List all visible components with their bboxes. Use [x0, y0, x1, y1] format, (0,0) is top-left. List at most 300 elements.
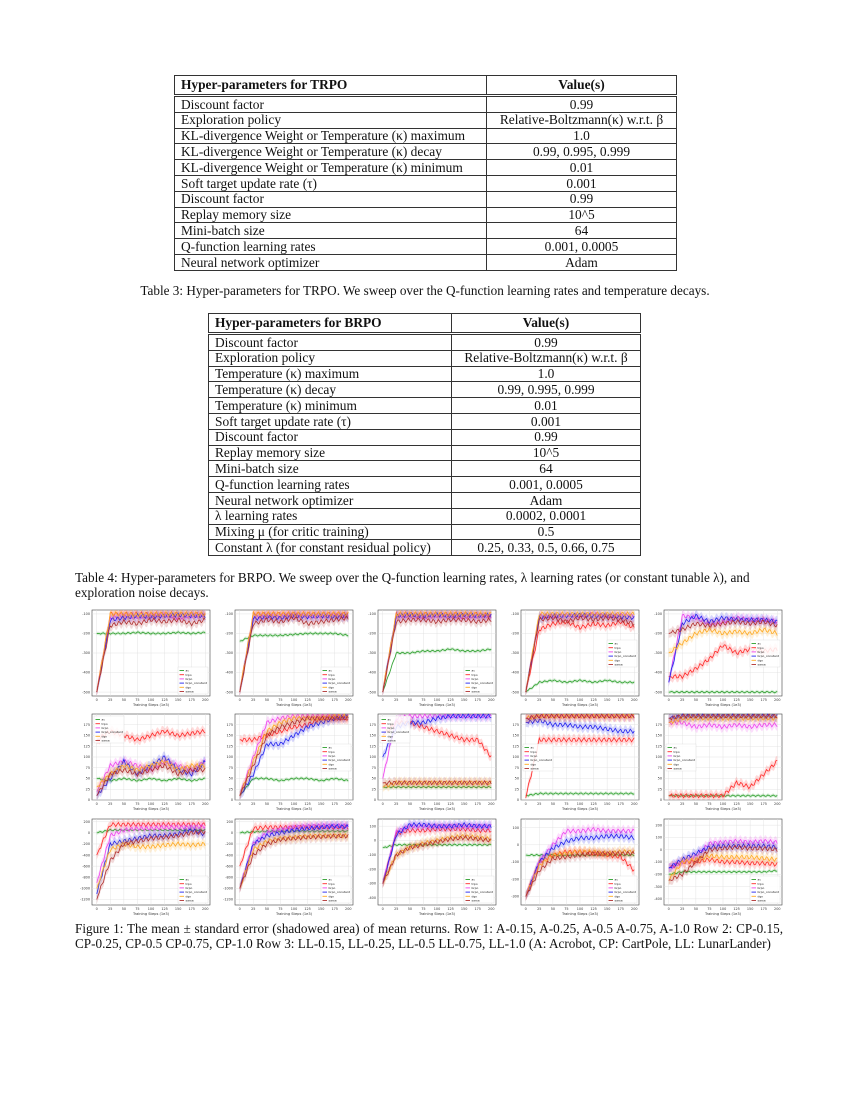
x-axis-label: Training Steps (1e3) — [132, 912, 170, 916]
x-tick-label: 50 — [121, 698, 127, 702]
legend — [321, 744, 351, 771]
x-tick-label: 150 — [603, 698, 611, 702]
chart-LL-0.75 — [499, 815, 644, 920]
y-tick-label: 0 — [373, 798, 376, 803]
legend-label: brpo — [328, 886, 336, 890]
y-tick-label: 0 — [230, 831, 233, 836]
y-tick-label: -400 — [511, 670, 519, 675]
legend-label: sarsa — [530, 766, 539, 771]
legend-label: trpo — [328, 672, 335, 677]
x-tick-label: 75 — [421, 907, 426, 911]
param-value: 64 — [487, 223, 677, 239]
x-tick-label: 0 — [238, 907, 241, 911]
legend — [464, 667, 494, 694]
y-tick-label: 50 — [657, 776, 662, 781]
param-name: Q-function learning rates — [175, 239, 487, 255]
x-tick-label: 25 — [251, 907, 256, 911]
chart-A-0.5 — [356, 606, 501, 711]
legend-label: dqn — [471, 894, 478, 899]
legend-label: ac — [530, 745, 534, 750]
x-axis-label: Training Steps (1e3) — [418, 912, 456, 916]
y-tick-label: -500 — [82, 690, 90, 695]
param-name: Replay memory size — [175, 207, 487, 223]
y-tick-label: -200 — [82, 631, 90, 636]
legend-label: dqn — [530, 762, 537, 767]
y-tick-label: -200 — [654, 631, 662, 636]
y-tick-label: 100 — [83, 755, 90, 760]
param-name: Temperature (κ) maximum — [209, 366, 452, 382]
x-tick-label: 75 — [278, 802, 283, 806]
legend-label: ac — [328, 668, 332, 673]
x-tick-label: 25 — [537, 698, 542, 702]
y-tick-label: -1000 — [223, 886, 233, 891]
param-name: Mini-batch size — [175, 223, 487, 239]
param-value: 0.99 — [487, 191, 677, 207]
x-tick-label: 175 — [331, 802, 338, 806]
x-tick-label: 125 — [447, 907, 454, 911]
legend-label: brpo — [757, 886, 765, 890]
legend-label: trpo — [471, 672, 478, 677]
table-row — [209, 382, 641, 398]
x-tick-label: 200 — [631, 907, 638, 911]
table-header-param: Hyper-parameters for TRPO — [175, 76, 487, 96]
legend-label: brpo — [471, 677, 479, 681]
y-tick-label: -400 — [654, 897, 662, 902]
param-name: Exploration policy — [175, 112, 487, 128]
table-row — [209, 508, 641, 524]
param-name: Mini-batch size — [209, 461, 452, 477]
legend-label: sarsa — [328, 898, 337, 903]
y-tick-label: 175 — [512, 722, 519, 727]
x-tick-label: 75 — [707, 802, 712, 806]
legend-label: ac — [673, 745, 677, 750]
param-value: 0.5 — [452, 524, 641, 540]
param-name: Neural network optimizer — [175, 254, 487, 270]
x-tick-label: 50 — [693, 907, 699, 911]
param-name: Discount factor — [209, 429, 452, 445]
x-tick-label: 25 — [394, 802, 399, 806]
x-tick-label: 50 — [264, 907, 270, 911]
y-tick-label: 200 — [226, 819, 233, 824]
y-tick-label: -400 — [654, 670, 662, 675]
legend-label: dqn — [185, 894, 192, 899]
y-tick-label: -100 — [511, 860, 519, 865]
x-tick-label: 150 — [746, 698, 754, 702]
legend-label: brpo — [614, 886, 622, 890]
param-value: 0.0002, 0.0001 — [452, 508, 641, 524]
table-row — [175, 128, 677, 144]
x-tick-label: 100 — [433, 907, 441, 911]
x-tick-label: 25 — [108, 907, 113, 911]
x-tick-label: 75 — [135, 907, 140, 911]
x-tick-label: 25 — [680, 698, 685, 702]
x-axis-label: Training Steps (1e3) — [704, 703, 742, 707]
x-tick-label: 175 — [331, 907, 338, 911]
x-tick-label: 25 — [251, 698, 256, 702]
y-tick-label: -300 — [225, 651, 233, 656]
x-tick-label: 0 — [238, 698, 241, 702]
x-tick-label: 150 — [174, 802, 182, 806]
y-tick-label: 125 — [369, 744, 376, 749]
legend-label: dqn — [328, 894, 335, 899]
chart-CP-1.0 — [642, 710, 787, 815]
param-name: KL-divergence Weight or Temperature (κ) minimum — [175, 160, 487, 176]
param-name: Q-function learning rates — [209, 477, 452, 493]
legend-label: trpo — [387, 721, 394, 726]
legend-label: brpo — [328, 754, 336, 758]
y-tick-label: 100 — [369, 755, 376, 760]
x-tick-label: 25 — [108, 802, 113, 806]
legend-label: brpo_constant — [757, 890, 779, 895]
y-tick-label: -100 — [225, 612, 233, 617]
x-tick-label: 175 — [760, 802, 767, 806]
y-tick-label: -100 — [82, 612, 90, 617]
legend — [607, 876, 637, 903]
y-tick-label: 100 — [369, 824, 376, 829]
legend-label: dqn — [757, 894, 764, 899]
y-tick-label: 0 — [230, 798, 233, 803]
x-tick-label: 150 — [746, 907, 754, 911]
x-tick-label: 50 — [121, 907, 127, 911]
chart-svg — [70, 606, 215, 711]
legend-label: brpo_constant — [185, 681, 207, 686]
x-tick-label: 150 — [317, 802, 325, 806]
y-tick-label: -500 — [368, 690, 376, 695]
table-row — [175, 144, 677, 160]
x-tick-label: 0 — [667, 907, 670, 911]
y-tick-label: 75 — [514, 765, 519, 770]
y-tick-label: 25 — [371, 787, 376, 792]
x-tick-label: 50 — [264, 802, 270, 806]
legend-label: trpo — [328, 881, 335, 886]
y-tick-label: -200 — [511, 631, 519, 636]
chart-svg — [356, 710, 501, 815]
table-row — [175, 112, 677, 128]
legend-label: sarsa — [673, 766, 682, 771]
x-tick-label: 0 — [95, 907, 98, 911]
chart-svg — [213, 710, 358, 815]
y-tick-label: -400 — [225, 670, 233, 675]
x-tick-label: 100 — [719, 698, 727, 702]
legend-label: brpo_constant — [185, 890, 207, 895]
x-tick-label: 0 — [95, 802, 98, 806]
legend — [607, 640, 637, 667]
param-value: Adam — [452, 492, 641, 508]
param-name: Mixing μ (for critic training) — [209, 524, 452, 540]
param-name: KL-divergence Weight or Temperature (κ) maximum — [175, 128, 487, 144]
x-axis-label: Training Steps (1e3) — [418, 807, 456, 811]
x-axis-label: Training Steps (1e3) — [418, 703, 456, 707]
legend-label: ac — [185, 668, 189, 673]
y-tick-label: 25 — [657, 787, 662, 792]
x-tick-label: 125 — [304, 802, 311, 806]
x-tick-label: 175 — [474, 907, 481, 911]
legend-label: trpo — [328, 749, 335, 754]
x-tick-label: 200 — [202, 802, 209, 806]
legend-label: trpo — [471, 881, 478, 886]
x-tick-label: 0 — [381, 907, 384, 911]
y-tick-label: -1200 — [223, 897, 233, 902]
x-axis-label: Training Steps (1e3) — [275, 703, 313, 707]
legend-label: dqn — [614, 894, 621, 899]
legend-label: brpo_constant — [673, 758, 695, 763]
x-tick-label: 50 — [550, 907, 556, 911]
x-tick-label: 125 — [447, 802, 454, 806]
chart-svg — [642, 606, 787, 711]
x-tick-label: 175 — [474, 802, 481, 806]
table-3-caption: Table 3: Hyper-parameters for TRPO. We sweep over the Q-function learning rates and temperature decays. — [140, 283, 710, 298]
x-tick-label: 25 — [680, 907, 685, 911]
y-tick-label: 100 — [655, 835, 662, 840]
y-tick-label: -100 — [511, 612, 519, 617]
x-tick-label: 200 — [488, 698, 495, 702]
y-tick-label: 150 — [83, 733, 90, 738]
x-tick-label: 125 — [447, 698, 454, 702]
legend — [94, 716, 124, 743]
x-tick-label: 75 — [564, 802, 569, 806]
chart-A-0.15 — [70, 606, 215, 711]
legend-label: trpo — [185, 881, 192, 886]
y-tick-label: 0 — [516, 798, 519, 803]
chart-A-1.0 — [642, 606, 787, 711]
table-row — [175, 223, 677, 239]
legend — [523, 744, 553, 771]
legend-label: brpo_constant — [328, 890, 350, 895]
param-value: Relative-Boltzmann(κ) w.r.t. β — [452, 350, 641, 366]
y-tick-label: -600 — [82, 864, 90, 869]
table-row — [209, 445, 641, 461]
param-value: 0.001, 0.0005 — [452, 477, 641, 493]
param-name: λ learning rates — [209, 508, 452, 524]
legend-label: dqn — [328, 685, 335, 690]
chart-LL-1.0 — [642, 815, 787, 920]
y-tick-label: -400 — [368, 670, 376, 675]
x-tick-label: 200 — [631, 802, 638, 806]
x-tick-label: 100 — [290, 907, 298, 911]
table-row — [209, 366, 641, 382]
table-row — [175, 207, 677, 223]
y-tick-label: 150 — [655, 733, 662, 738]
x-tick-label: 50 — [407, 698, 413, 702]
legend — [321, 667, 351, 694]
param-name: Soft target update rate (τ) — [209, 413, 452, 429]
x-tick-label: 175 — [188, 698, 195, 702]
y-tick-label: 100 — [655, 755, 662, 760]
y-tick-label: -500 — [225, 690, 233, 695]
y-tick-label: 150 — [512, 733, 519, 738]
param-value: 0.99 — [487, 96, 677, 113]
legend-label: sarsa — [614, 898, 623, 903]
x-tick-label: 0 — [238, 802, 241, 806]
x-tick-label: 75 — [564, 698, 569, 702]
legend — [750, 640, 780, 667]
x-tick-label: 150 — [317, 698, 325, 702]
param-value: 0.01 — [452, 398, 641, 414]
table-row — [175, 254, 677, 270]
y-tick-label: 150 — [226, 733, 233, 738]
legend-label: trpo — [185, 672, 192, 677]
x-axis-label: Training Steps (1e3) — [704, 912, 742, 916]
chart-CP-0.75 — [499, 710, 644, 815]
x-tick-label: 50 — [693, 802, 699, 806]
y-tick-label: -300 — [82, 651, 90, 656]
x-tick-label: 100 — [147, 802, 155, 806]
param-name: Neural network optimizer — [209, 492, 452, 508]
table-header-param: Hyper-parameters for BRPO — [209, 314, 452, 334]
x-tick-label: 100 — [433, 698, 441, 702]
y-tick-label: -200 — [368, 631, 376, 636]
chart-CP-0.5 — [356, 710, 501, 815]
param-value: 0.99, 0.995, 0.999 — [487, 144, 677, 160]
x-tick-label: 0 — [95, 698, 98, 702]
y-tick-label: -800 — [225, 875, 233, 880]
x-tick-label: 125 — [161, 907, 168, 911]
x-tick-label: 0 — [524, 802, 527, 806]
y-tick-label: 200 — [83, 819, 90, 824]
y-tick-label: -200 — [82, 842, 90, 847]
y-tick-label: 125 — [83, 744, 90, 749]
legend-label: brpo_constant — [530, 758, 552, 763]
legend-label: trpo — [757, 645, 764, 650]
x-tick-label: 175 — [760, 907, 767, 911]
legend — [666, 744, 696, 771]
y-tick-label: 50 — [514, 776, 519, 781]
chart-svg — [356, 606, 501, 711]
table-row — [209, 524, 641, 540]
legend-label: ac — [614, 877, 618, 882]
legend-label: ac — [614, 641, 618, 646]
x-tick-label: 25 — [537, 907, 542, 911]
legend-label: brpo — [614, 650, 622, 654]
legend-label: ac — [328, 745, 332, 750]
param-value: 0.001, 0.0005 — [487, 239, 677, 255]
x-tick-label: 100 — [290, 698, 298, 702]
x-tick-label: 125 — [590, 802, 597, 806]
legend-label: sarsa — [387, 738, 396, 743]
x-tick-label: 50 — [407, 907, 413, 911]
x-axis-label: Training Steps (1e3) — [561, 912, 599, 916]
x-axis-label: Training Steps (1e3) — [275, 807, 313, 811]
param-value: Relative-Boltzmann(κ) w.r.t. β — [487, 112, 677, 128]
legend-label: sarsa — [101, 738, 110, 743]
legend-label: brpo_constant — [328, 758, 350, 763]
param-value: 10^5 — [487, 207, 677, 223]
param-value: Adam — [487, 254, 677, 270]
x-tick-label: 125 — [733, 907, 740, 911]
param-name: Discount factor — [209, 334, 452, 351]
legend-label: brpo_constant — [101, 730, 123, 735]
legend-label: sarsa — [185, 898, 194, 903]
x-tick-label: 75 — [707, 698, 712, 702]
y-tick-label: -400 — [82, 670, 90, 675]
legend-label: ac — [471, 668, 475, 673]
y-tick-label: -400 — [225, 853, 233, 858]
x-tick-label: 175 — [188, 802, 195, 806]
table-row — [209, 350, 641, 366]
param-name: Temperature (κ) minimum — [209, 398, 452, 414]
chart-LL-0.15 — [70, 815, 215, 920]
param-value: 0.99, 0.995, 0.999 — [452, 382, 641, 398]
y-tick-label: -100 — [368, 612, 376, 617]
chart-LL-0.25 — [213, 815, 358, 920]
x-tick-label: 200 — [774, 907, 781, 911]
legend-label: brpo_constant — [614, 654, 636, 659]
y-tick-label: 100 — [512, 755, 519, 760]
y-tick-label: 0 — [516, 843, 519, 847]
param-value: 0.99 — [452, 429, 641, 445]
legend-label: dqn — [471, 685, 478, 690]
x-tick-label: 25 — [108, 698, 113, 702]
x-tick-label: 150 — [317, 907, 325, 911]
x-tick-label: 75 — [421, 698, 426, 702]
x-tick-label: 100 — [719, 907, 727, 911]
x-tick-label: 100 — [576, 802, 584, 806]
y-tick-label: -300 — [654, 651, 662, 656]
y-tick-label: 75 — [371, 765, 376, 770]
y-tick-label: -300 — [368, 651, 376, 656]
legend-label: trpo — [614, 645, 621, 650]
table-row — [175, 239, 677, 255]
y-tick-label: -300 — [511, 894, 519, 899]
x-tick-label: 200 — [488, 907, 495, 911]
legend-label: dqn — [328, 762, 335, 767]
legend-label: trpo — [101, 721, 108, 726]
x-tick-label: 150 — [460, 802, 468, 806]
y-tick-label: -200 — [225, 631, 233, 636]
chart-svg — [70, 710, 215, 815]
figure-1-caption: Figure 1: The mean ± standard error (shadowed area) of mean returns. Row 1: A-0.15, A-0.25, A-0.5 A-0.75, A-1.0 Row 2: CP-0.15, CP-0.25, CP-0.5 CP-0.75, CP-1.0 Row 3: LL-0.15, LL-0.25, LL-0.5 LL-0.75, LL-1.0 (A: Acrobot, CP: CartPole, LL: LunarLander) — [75, 921, 783, 951]
x-tick-label: 125 — [304, 698, 311, 702]
y-tick-label: 25 — [514, 787, 519, 792]
y-tick-label: -100 — [654, 860, 662, 865]
x-tick-label: 25 — [537, 802, 542, 806]
y-tick-label: -300 — [511, 651, 519, 656]
legend-label: trpo — [614, 881, 621, 886]
legend-label: ac — [387, 717, 391, 722]
table-row — [209, 540, 641, 556]
x-tick-label: 100 — [576, 698, 584, 702]
x-axis-label: Training Steps (1e3) — [132, 807, 170, 811]
x-tick-label: 25 — [251, 802, 256, 806]
x-tick-label: 100 — [290, 802, 298, 806]
legend-label: brpo_constant — [328, 681, 350, 686]
param-value: 0.01 — [487, 160, 677, 176]
table-header-value: Value(s) — [452, 314, 641, 334]
x-tick-label: 175 — [474, 698, 481, 702]
x-tick-label: 75 — [421, 802, 426, 806]
x-tick-label: 75 — [278, 907, 283, 911]
x-tick-label: 200 — [774, 698, 781, 702]
table-row — [209, 461, 641, 477]
x-tick-label: 200 — [631, 698, 638, 702]
legend-label: brpo_constant — [387, 730, 409, 735]
legend-label: brpo_constant — [614, 890, 636, 895]
param-name: Exploration policy — [209, 350, 452, 366]
legend — [464, 876, 494, 903]
chart-svg — [499, 606, 644, 711]
y-tick-label: -200 — [225, 842, 233, 847]
x-tick-label: 50 — [693, 698, 699, 702]
table-3-trpo-hyperparameters — [174, 75, 677, 271]
y-tick-label: -400 — [82, 853, 90, 858]
x-tick-label: 125 — [161, 802, 168, 806]
param-name: Replay memory size — [209, 445, 452, 461]
legend-label: sarsa — [471, 689, 480, 694]
x-tick-label: 50 — [550, 698, 556, 702]
y-tick-label: 50 — [371, 776, 376, 781]
x-tick-label: 0 — [524, 907, 527, 911]
x-tick-label: 100 — [147, 907, 155, 911]
